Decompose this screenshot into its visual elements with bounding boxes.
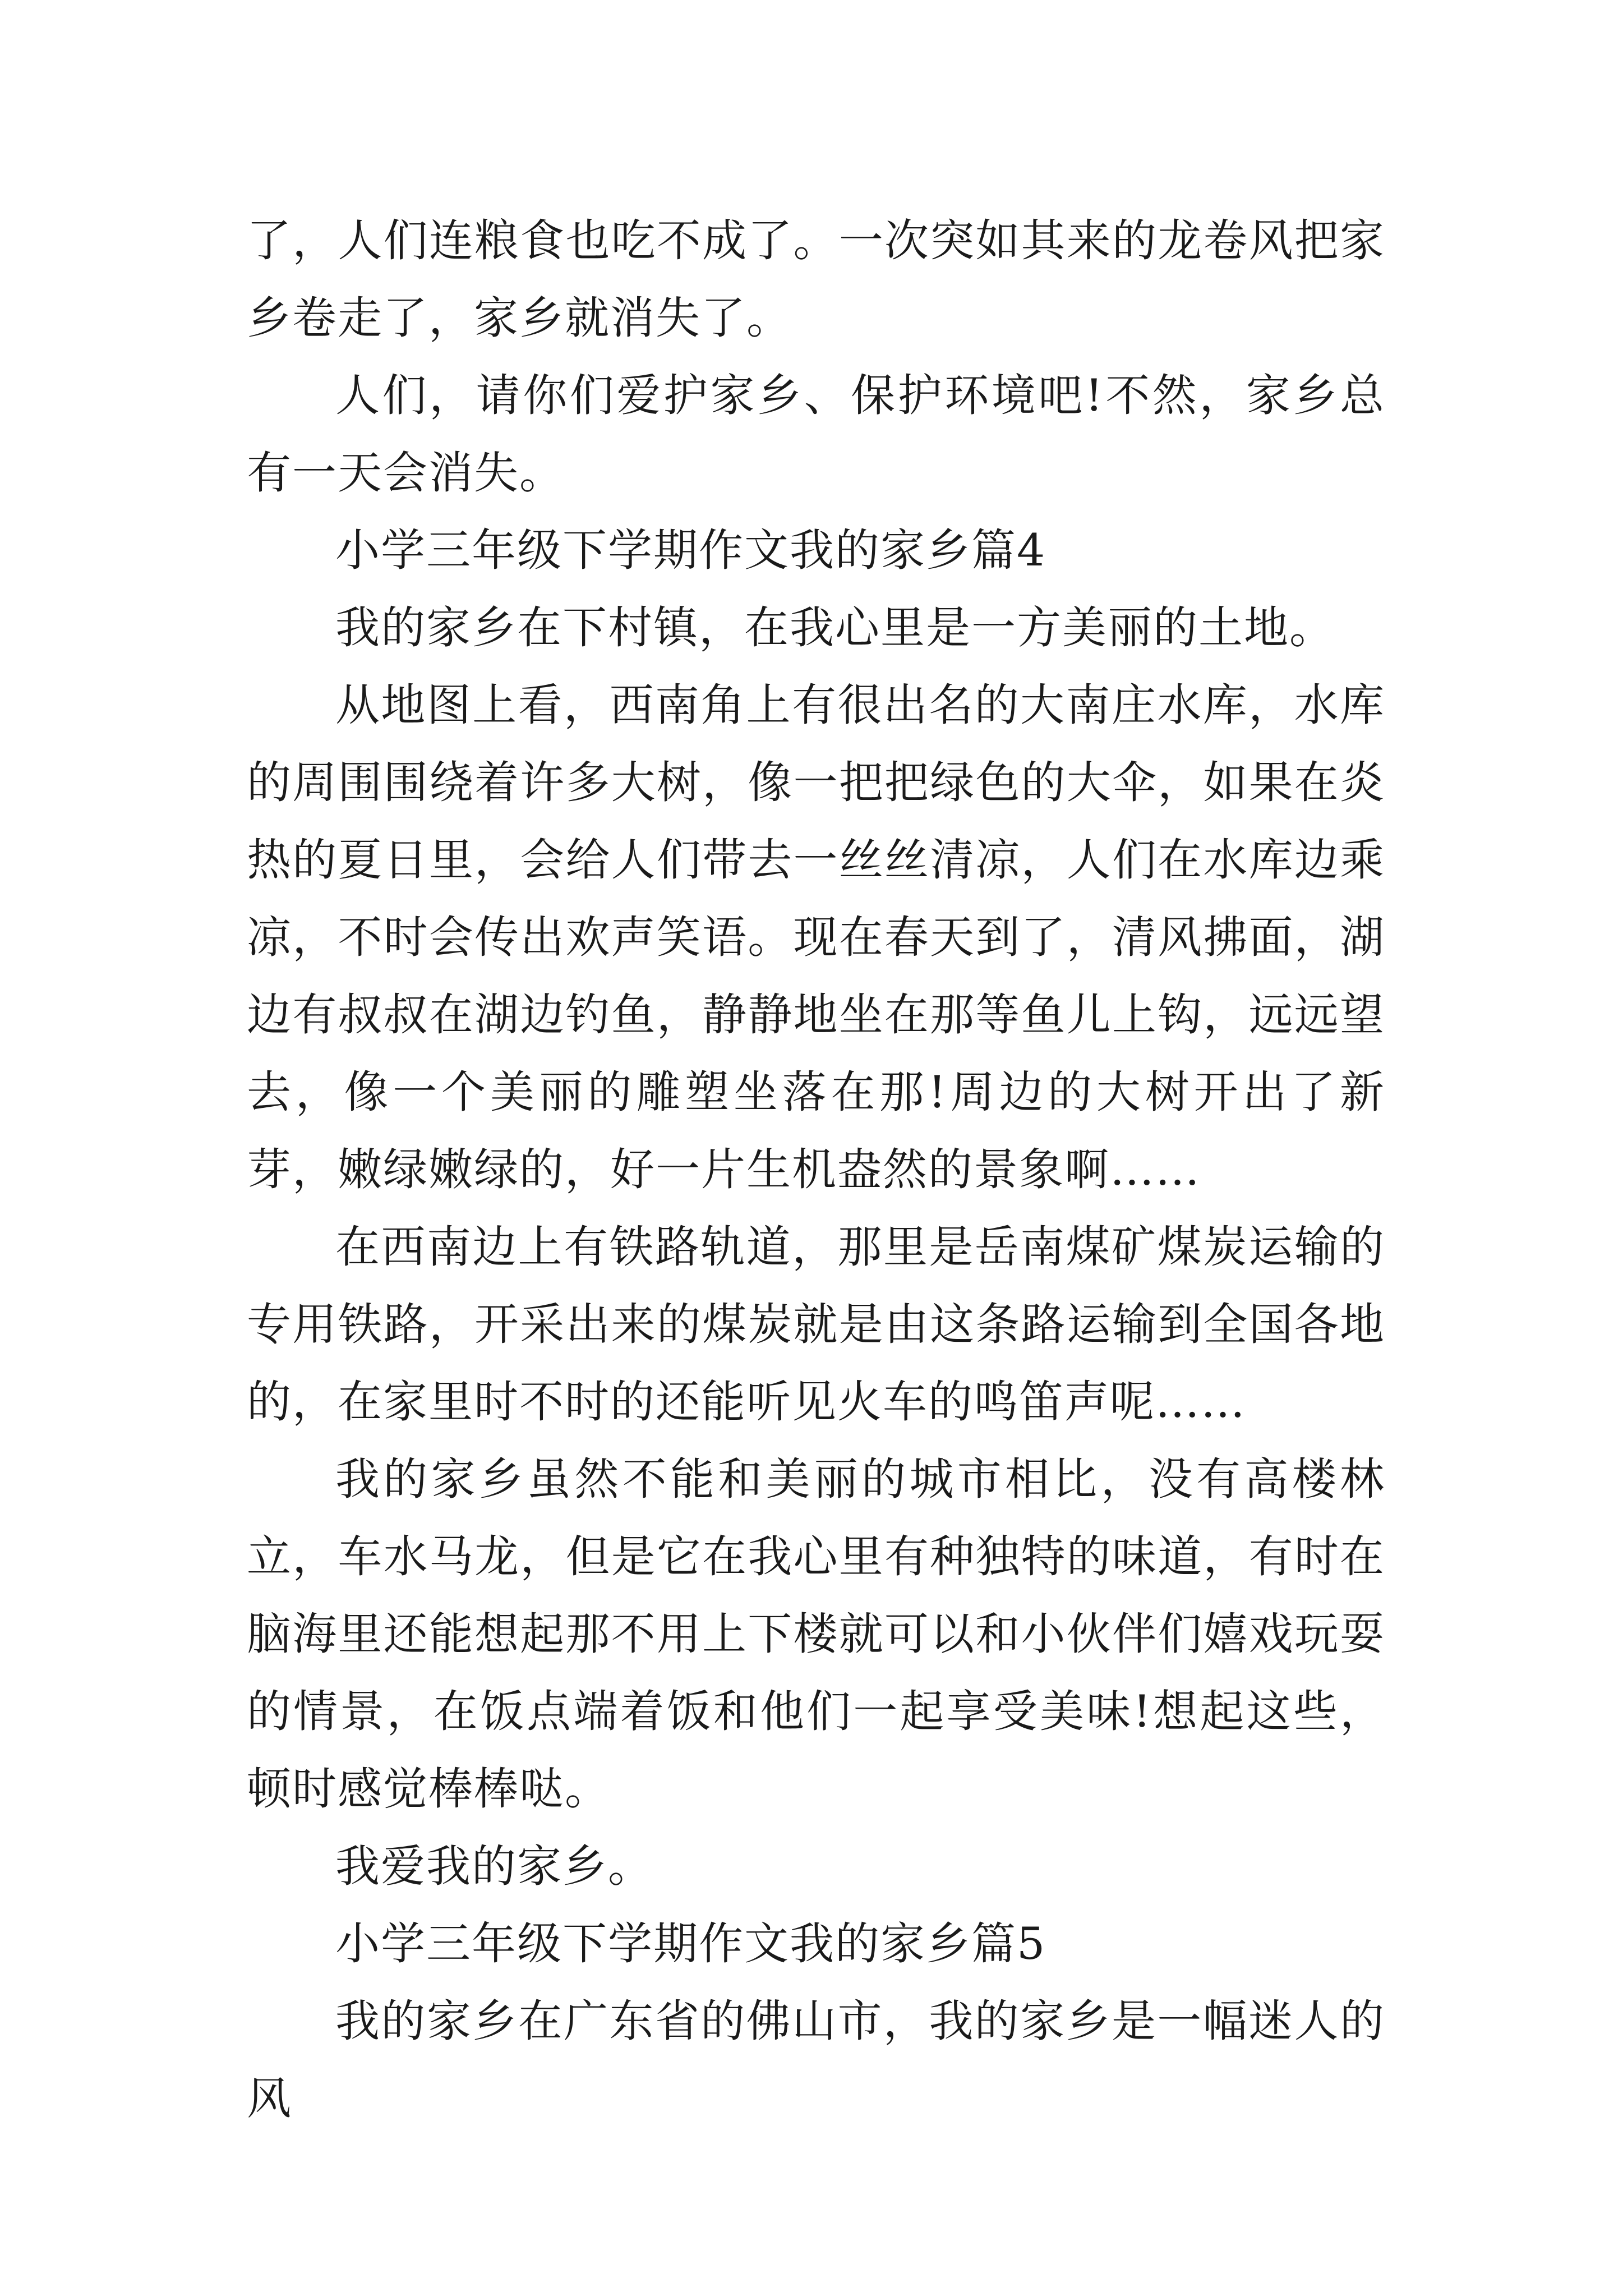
paragraph-railway: 在西南边上有铁路轨道，那里是岳南煤矿煤炭运输的专用铁路，开采出来的煤炭就是由这条路运输到全国各地的，在家里时不时的还能听见火车的鸣笛声呢…… xyxy=(247,1221,1385,1428)
paragraph-intro-5: 我的家乡在广东省的佛山市，我的家乡是一幅迷人的风 xyxy=(247,1995,1385,2124)
paragraph-reservoir: 从地图上看，西南角上有很出名的大南庄水库，水库的周围围绕着许多大树，像一把把绿色的大伞，如果在炎热的夏日里，会给人们带去一丝丝清凉，人们在水库边乘凉，不时会传出欢声笑语。现在春天到了，清风拂面，湖边有叔叔在湖边钓鱼，静静地坐在那等鱼儿上钩，远远望去，像一个美丽的雕塑坐落在那!周边的大树开出了新芽，嫩绿嫩绿的，好一片生机盎然的景象啊…… xyxy=(247,679,1385,1195)
paragraph-love-hometown: 我爱我的家乡。 xyxy=(335,1841,653,1892)
paragraph-memories: 我的家乡虽然不能和美丽的城市相比，没有高楼林立，车水马龙，但是它在我心里有种独特的味道，有时在脑海里还能想起那不用上下楼就可以和小伙伴们嬉戏玩耍的情景，在饭点端着饭和他们一起享受美味!想起这些，顿时感觉棒棒哒。 xyxy=(247,1453,1385,1815)
document-body xyxy=(247,202,1385,2137)
section-heading-4: 小学三年级下学期作文我的家乡篇4 xyxy=(335,524,1046,576)
paragraph-intro-4: 我的家乡在下村镇，在我心里是一方美丽的土地。 xyxy=(335,602,1335,654)
paragraph-continuation: 了，人们连粮食也吃不成了。一次突如其来的龙卷风把家乡卷走了，家乡就消失了。 xyxy=(247,215,1385,344)
paragraph-appeal: 人们，请你们爱护家乡、保护环境吧!不然，家乡总有一天会消失。 xyxy=(247,370,1385,499)
section-heading-5: 小学三年级下学期作文我的家乡篇5 xyxy=(335,1918,1046,1970)
